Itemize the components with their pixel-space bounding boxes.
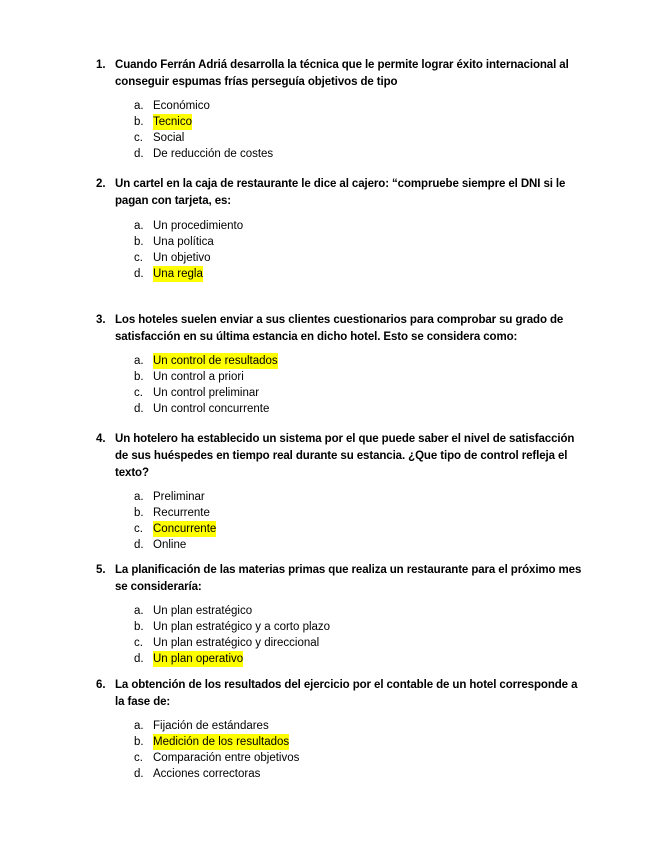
option-letter: a. xyxy=(134,355,144,367)
option-letter: b. xyxy=(134,621,144,633)
option-text: Un procedimiento xyxy=(153,220,244,232)
option-text: Un plan estratégico xyxy=(153,605,253,617)
option-letter: d. xyxy=(134,539,144,551)
option-text: Social xyxy=(153,132,185,144)
option-item xyxy=(0,635,655,651)
option-text-highlighted: Concurrente xyxy=(153,523,217,535)
question-text: Un hotelero ha establecido un sistema por el que puede saber el nivel de satisfacción de sus huéspedes en tiempo real durante su estancia. ¿Que tipo de control refleja el texto? xyxy=(115,433,575,479)
option-letter: c. xyxy=(134,637,143,649)
option-letter: b. xyxy=(134,507,144,519)
option-item xyxy=(0,619,655,635)
option-item xyxy=(0,401,655,417)
question-number: 2. xyxy=(96,178,106,190)
option-text: Un control a priori xyxy=(153,371,244,383)
option-item xyxy=(0,651,655,667)
option-item xyxy=(0,766,655,782)
option-item xyxy=(0,750,655,766)
option-letter: d. xyxy=(134,148,144,160)
option-item xyxy=(0,537,655,553)
question-text: La obtención de los resultados del ejercicio por el contable de un hotel corresponde a la fase de: xyxy=(115,679,578,708)
option-item xyxy=(0,266,655,282)
option-text: Fijación de estándares xyxy=(153,720,269,732)
question-text: Los hoteles suelen enviar a sus clientes cuestionarios para comprobar su grado de satisfacción en su última estancia en dicho hotel. Esto se considera como: xyxy=(115,314,564,343)
option-letter: a. xyxy=(134,605,144,617)
option-text: Económico xyxy=(153,100,210,112)
question-number: 1. xyxy=(96,59,106,71)
option-item xyxy=(0,146,655,162)
option-item xyxy=(0,385,655,401)
option-letter: c. xyxy=(134,523,143,535)
option-item xyxy=(0,734,655,750)
option-letter: d. xyxy=(134,403,144,415)
option-letter: b. xyxy=(134,371,144,383)
option-letter: c. xyxy=(134,387,143,399)
option-letter: c. xyxy=(134,252,143,264)
option-letter: c. xyxy=(134,752,143,764)
option-text: Acciones correctoras xyxy=(153,768,261,780)
option-item xyxy=(0,718,655,734)
option-letter: c. xyxy=(134,132,143,144)
option-text-highlighted: Una regla xyxy=(153,268,203,280)
option-item xyxy=(0,218,655,234)
option-item xyxy=(0,369,655,385)
question-number: 6. xyxy=(96,679,106,691)
option-text: Un plan estratégico y a corto plazo xyxy=(153,621,331,633)
option-letter: a. xyxy=(134,720,144,732)
question-text: Un cartel en la caja de restaurante le dice al cajero: “compruebe siempre el DNI si le pagan con tarjeta, es: xyxy=(115,178,566,207)
option-text: Online xyxy=(153,539,187,551)
option-text: Un control concurrente xyxy=(153,403,270,415)
option-text-highlighted: Un control de resultados xyxy=(153,355,278,367)
option-item xyxy=(0,250,655,266)
option-letter: b. xyxy=(134,236,144,248)
option-item xyxy=(0,603,655,619)
option-text: Comparación entre objetivos xyxy=(153,752,300,764)
option-item xyxy=(0,521,655,537)
option-text: Recurrente xyxy=(153,507,210,519)
option-item xyxy=(0,489,655,505)
option-text: Una política xyxy=(153,236,214,248)
option-item xyxy=(0,98,655,114)
option-letter: a. xyxy=(134,100,144,112)
question-number: 4. xyxy=(96,433,106,445)
option-text-highlighted: Medición de los resultados xyxy=(153,736,290,748)
option-text: Un plan estratégico y direccional xyxy=(153,637,320,649)
option-letter: d. xyxy=(134,653,144,665)
option-text-highlighted: Un plan operativo xyxy=(153,653,244,665)
option-item xyxy=(0,114,655,130)
option-text: Preliminar xyxy=(153,491,205,503)
option-letter: b. xyxy=(134,736,144,748)
option-text: Un control preliminar xyxy=(153,387,260,399)
option-letter: b. xyxy=(134,116,144,128)
option-text-highlighted: Tecnico xyxy=(153,116,192,128)
question-number: 5. xyxy=(96,564,106,576)
option-letter: a. xyxy=(134,220,144,232)
option-letter: d. xyxy=(134,268,144,280)
option-item xyxy=(0,353,655,369)
question-number: 3. xyxy=(96,314,106,326)
option-letter: d. xyxy=(134,768,144,780)
option-item xyxy=(0,130,655,146)
question-text: Cuando Ferrán Adriá desarrolla la técnica que le permite lograr éxito internacional al conseguir espumas frías perseguía objetivos de tipo xyxy=(115,59,569,88)
option-item xyxy=(0,234,655,250)
option-text: Un objetivo xyxy=(153,252,211,264)
option-letter: a. xyxy=(134,491,144,503)
option-text: De reducción de costes xyxy=(153,148,274,160)
option-item xyxy=(0,505,655,521)
question-text: La planificación de las materias primas que realiza un restaurante para el próximo mes se consideraría: xyxy=(115,564,582,593)
